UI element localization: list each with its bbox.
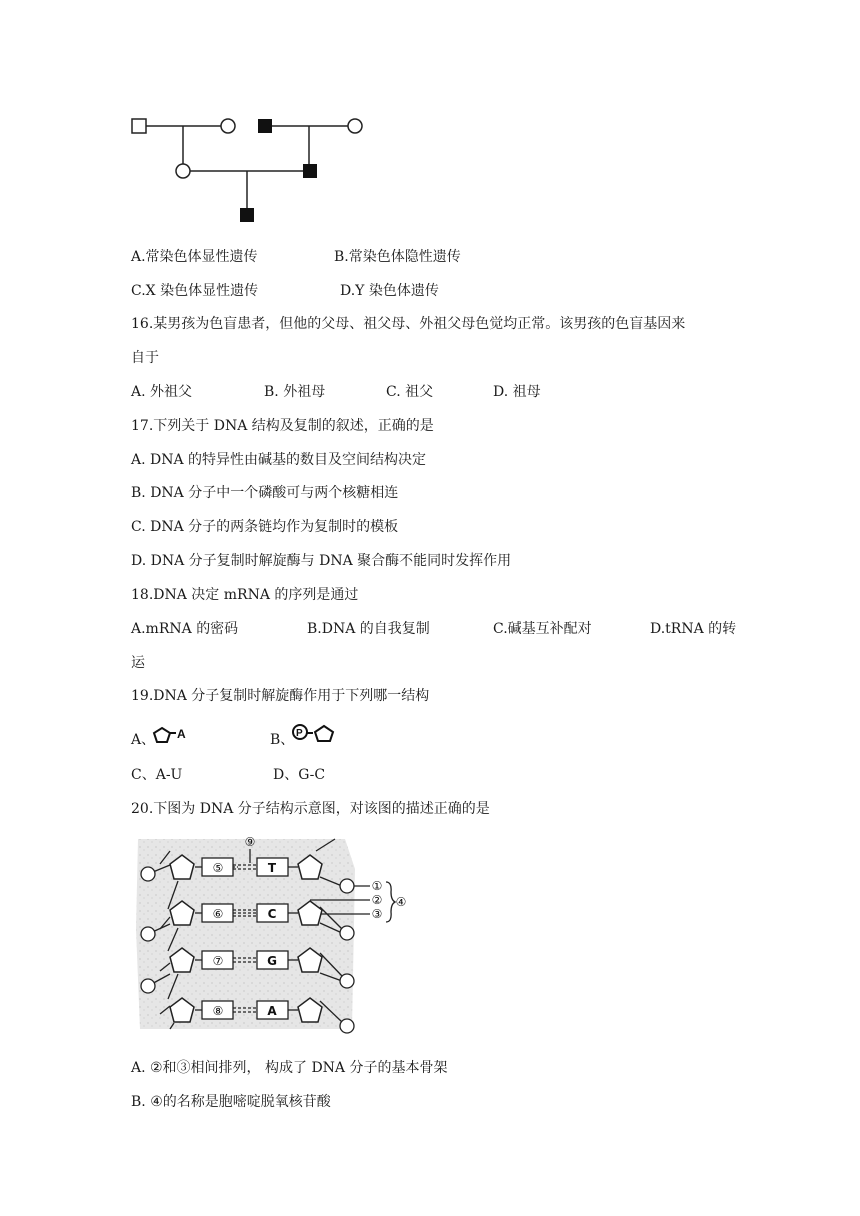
q16-option-c[interactable]: C. 祖父 xyxy=(386,384,434,400)
q18-option-b[interactable]: B.DNA 的自我复制 xyxy=(307,621,430,637)
q16-option-d[interactable]: D. 祖母 xyxy=(493,384,541,400)
q19-b-glyph: P xyxy=(296,728,303,739)
q18-option-d-line2: 运 xyxy=(131,655,145,671)
dna-structure-diagram xyxy=(130,829,415,1039)
q15-option-b[interactable]: B.常染色体隐性遗传 xyxy=(334,249,461,265)
q19-option-d[interactable]: D、G-C xyxy=(273,767,326,783)
q17-option-b[interactable]: B. DNA 分子中一个磷酸可与两个核糖相连 xyxy=(131,485,399,501)
female-unaffected-grandmother xyxy=(221,119,235,133)
q16-stem-line2: 自于 xyxy=(131,350,159,366)
dna-left-box-7: ⑦ xyxy=(212,954,224,968)
dna-bond-label: ⑨ xyxy=(244,835,256,849)
q19-option-c[interactable]: C、A-U xyxy=(131,767,183,783)
q17-option-d[interactable]: D. DNA 分子复制时解旋酶与 DNA 聚合酶不能同时发挥作用 xyxy=(131,553,512,569)
q18-option-c[interactable]: C.碱基互补配对 xyxy=(493,621,592,637)
dna-brace-label: ④ xyxy=(395,895,407,909)
male-affected-grandfather xyxy=(258,119,272,133)
dna-left-box-5: ⑤ xyxy=(212,861,224,875)
dna-callout-3: ③ xyxy=(371,907,383,921)
phosphate-pentagon-icon xyxy=(290,722,340,746)
female-unaffected-grandmother-2 xyxy=(348,119,362,133)
male-affected-father xyxy=(303,164,317,178)
q18-option-a[interactable]: A.mRNA 的密码 xyxy=(131,621,239,637)
male-affected-son xyxy=(240,208,254,222)
dna-base-c: C xyxy=(267,907,277,921)
dna-base-a: A xyxy=(267,1004,277,1018)
q17-option-c[interactable]: C. DNA 分子的两条链均作为复制时的模板 xyxy=(131,519,399,535)
q17-stem: 17.下列关于 DNA 结构及复制的叙述，正确的是 xyxy=(131,418,434,434)
q18-stem: 18.DNA 决定 mRNA 的序列是通过 xyxy=(131,587,359,603)
pentagon-base-a-icon xyxy=(152,724,192,746)
q15-option-d[interactable]: D.Y 染色体遗传 xyxy=(340,283,439,299)
dna-callout-2: ② xyxy=(371,893,383,907)
pedigree-chart xyxy=(125,112,385,222)
dna-callout-1: ① xyxy=(371,879,383,893)
dna-base-g: G xyxy=(267,954,277,968)
q19-a-glyph: A xyxy=(177,727,186,741)
q16-stem-line1: 16.某男孩为色盲患者，但他的父母、祖父母、外祖父母色觉均正常。该男孩的色盲基因来 xyxy=(131,316,686,332)
q19-option-a-label[interactable]: A、 xyxy=(131,732,156,748)
q20-option-a[interactable]: A. ②和③相间排列， 构成了 DNA 分子的基本骨架 xyxy=(131,1060,448,1076)
q19-option-b-label[interactable]: B、 xyxy=(270,732,295,748)
female-unaffected-mother xyxy=(176,164,190,178)
dna-base-t: T xyxy=(267,861,277,875)
dna-left-box-6: ⑥ xyxy=(212,907,224,921)
q15-option-a[interactable]: A.常染色体显性遗传 xyxy=(131,249,258,265)
q20-option-b[interactable]: B. ④的名称是胞嘧啶脱氧核苷酸 xyxy=(131,1094,331,1110)
q16-option-a[interactable]: A. 外祖父 xyxy=(131,384,193,400)
dna-left-box-8: ⑧ xyxy=(212,1004,224,1018)
q16-option-b[interactable]: B. 外祖母 xyxy=(264,384,326,400)
q15-option-c[interactable]: C.X 染色体显性遗传 xyxy=(131,283,259,299)
q17-option-a[interactable]: A. DNA 的特异性由碱基的数目及空间结构决定 xyxy=(131,452,427,468)
q19-stem: 19.DNA 分子复制时解旋酶作用于下列哪一结构 xyxy=(131,688,430,704)
male-unaffected-grandfather xyxy=(132,119,146,133)
q18-option-d-line1[interactable]: D.tRNA 的转 xyxy=(650,621,737,637)
q20-stem: 20.下图为 DNA 分子结构示意图，对该图的描述正确的是 xyxy=(131,801,490,817)
